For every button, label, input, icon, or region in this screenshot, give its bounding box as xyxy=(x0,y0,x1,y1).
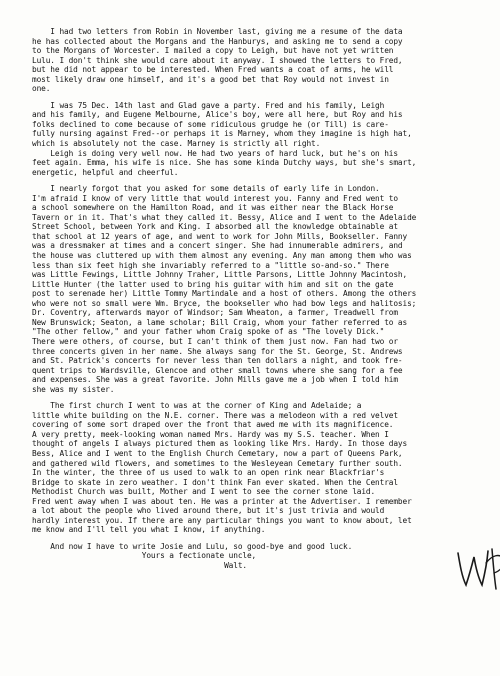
letter-line: Tavern or in it. That's what they called it. Bessy, Alice and I went to the Adelaide xyxy=(32,212,417,222)
paragraph-gap xyxy=(32,94,480,101)
letter-line: thought of angels I always pictured them as looking like Mrs. Hardy. In those days xyxy=(32,439,408,449)
letter-body xyxy=(32,27,480,571)
letter-line: quent trips to Wardsville, Glencoe and other small towns where she sang for a fee xyxy=(32,365,403,375)
letter-line: fully nursing against Fred--or perhaps it is Marney, whom they imagine is high hat, xyxy=(32,129,412,139)
letter-line: A very pretty, meek-looking woman named Mrs. Hardy was my S.S. teacher. When I xyxy=(32,429,389,439)
letter-line: New Brunswick; Seaton, a lame scholar; Bill Craig, whom your father referred to as xyxy=(32,317,408,327)
letter-line: most likely draw one himself, and it's a good bet that Roy would not invest in xyxy=(32,74,389,84)
letter-paragraph xyxy=(32,542,480,571)
letter-line: little white building on the N.E. corner. There was a melodeon with a red velvet xyxy=(32,410,398,420)
letter-line: Bess, Alice and I went to the English Church Cemetary, now a part of Queens Park, xyxy=(32,448,403,458)
letter-line: and expenses. She was a great favorite. John Mills gave me a job when I told him xyxy=(32,375,398,385)
letter-line: Fred went away when I was about ten. He was a printer at the Advertiser. I remember xyxy=(32,496,412,506)
letter-paragraph xyxy=(32,27,480,94)
letter-line: covering of some sort draped over the front that awed me with its magnificence. xyxy=(32,420,394,430)
letter-line: energetic, helpful and cheerful. xyxy=(32,167,179,177)
letter-line: a school somewhere on the Hamilton Road, and it was either near the Black Horse xyxy=(32,203,394,213)
letter-line: The first church I went to was at the corner of King and Adelaide; a xyxy=(32,401,362,411)
letter-line: Methodist Church was built, Mother and I went to see the corner stone laid. xyxy=(32,487,376,497)
letter-line: Little Hunter (the latter used to bring his guitar with him and sit on the gate xyxy=(32,279,394,289)
paragraph-gap xyxy=(32,394,480,401)
letter-line: Dr. Coventry, afterwards mayor of Windsor; Sam Wheaton, a farmer, Treadwell from xyxy=(32,308,398,318)
letter-line: three concerts given in her name. She always sang for the St. George, St. Andrews xyxy=(32,346,403,356)
letter-line: In the winter, the three of us used to walk to an open rink near Blackfriar's xyxy=(32,468,385,478)
letter-line: I had two letters from Robin in November last, giving me a resume of the data xyxy=(32,27,403,36)
letter-line: but he did not appear to be interested. When Fred wants a coat of arms, he will xyxy=(32,65,394,75)
letter-line: he has collected about the Morgans and the Hanburys, and asking me to send a copy xyxy=(32,36,403,46)
letter-line: I was 75 Dec. 14th last and Glad gave a party. Fred and his family, Leigh xyxy=(32,100,385,110)
letter-line: Lulu. I don't think she would care about it anyway. I showed the letters to Fred, xyxy=(32,55,403,65)
handwritten-signature xyxy=(452,543,500,595)
letter-line: Street School, between York and King. I absorbed all the knowledge obtainable at xyxy=(32,222,398,232)
letter-line: feet again. Emma, his wife is nice. She has some kinda Dutchy ways, but she's smart, xyxy=(32,158,417,168)
letter-line: she was my sister. xyxy=(32,384,115,394)
paragraph-gap xyxy=(32,535,480,542)
letter-line: to the Morgans of Worcester. I mailed a copy to Leigh, but have not yet written xyxy=(32,46,394,56)
letter-line: There were others, of course, but I can't think of them just now. Fan had two or xyxy=(32,336,398,346)
letter-line: folks declined to come because of some ridiculous grudge he (or Till) is care- xyxy=(32,119,389,129)
paragraph-gap xyxy=(32,177,480,184)
letter-line: that school at 12 years of age, and went to work for John Mills, Bookseller. Fanny xyxy=(32,231,408,241)
letter-line: and St. Patrick's concerts for never less than ten dollars a night, and took fre- xyxy=(32,356,403,366)
letter-line: and gathered wild flowers, and sometimes to the Wesleyean Cemetary further south. xyxy=(32,458,403,468)
letter-line: Bridge to skate in zero weather. I don't think Fan ever skated. When the Central xyxy=(32,477,398,487)
letter-line: and his family, and Eugene Melbourne, Alice's boy, were all here, but Roy and his xyxy=(32,110,403,120)
letter-line: Yours a fectionate uncle, xyxy=(32,551,257,561)
letter-line: one. xyxy=(32,84,51,94)
letter-line: less than six feet high she invariably referred to a "little so-and-so." There xyxy=(32,260,389,270)
letter-line: was a dressmaker at times and a concert singer. She had innumerable admirers, and xyxy=(32,241,403,251)
letter-line: the house was cluttered up with them almost any evening. Any man among them who was xyxy=(32,251,412,261)
letter-line: which is absolutely not the case. Marney is strictly all right. xyxy=(32,139,321,149)
letter-line: hardly interest you. If there are any particular things you want to know about, let xyxy=(32,515,412,525)
letter-line: Leigh is doing very well now. He had two years of hard luck, but he's on his xyxy=(32,148,398,158)
letter-paragraph xyxy=(32,101,480,177)
letter-line: was Little Fewings, Little Johnny Traher, Little Parsons, Little Johnny Macintosh, xyxy=(32,270,408,280)
letter-line: I nearly forgot that you asked for some details of early life in London. xyxy=(32,184,380,194)
letter-paragraph xyxy=(32,401,480,535)
letter-line: And now I have to write Josie and Lulu, so good-bye and good luck. xyxy=(32,541,353,551)
letter-line: I'm afraid I know of very little that would interest you. Fanny and Fred went to xyxy=(32,193,398,203)
letter-line: me know and I'll tell you what I know, if anything. xyxy=(32,525,266,535)
letter-line: a lot about the people who lived around there, but it's just trivia and would xyxy=(32,506,385,516)
letter-line: post to serenade her) Little Tommy Martindale and a host of others. Among the others xyxy=(32,289,417,299)
letter-paragraph xyxy=(32,184,480,394)
letter-line: Walt. xyxy=(32,560,247,570)
letter-line: who were not so small were Wm. Bryce, the bookseller who had bow legs and halitosis; xyxy=(32,298,417,308)
letter-line: "The other fellow," and your father whom Craig spoke of as "The lovely Dick." xyxy=(32,327,385,337)
